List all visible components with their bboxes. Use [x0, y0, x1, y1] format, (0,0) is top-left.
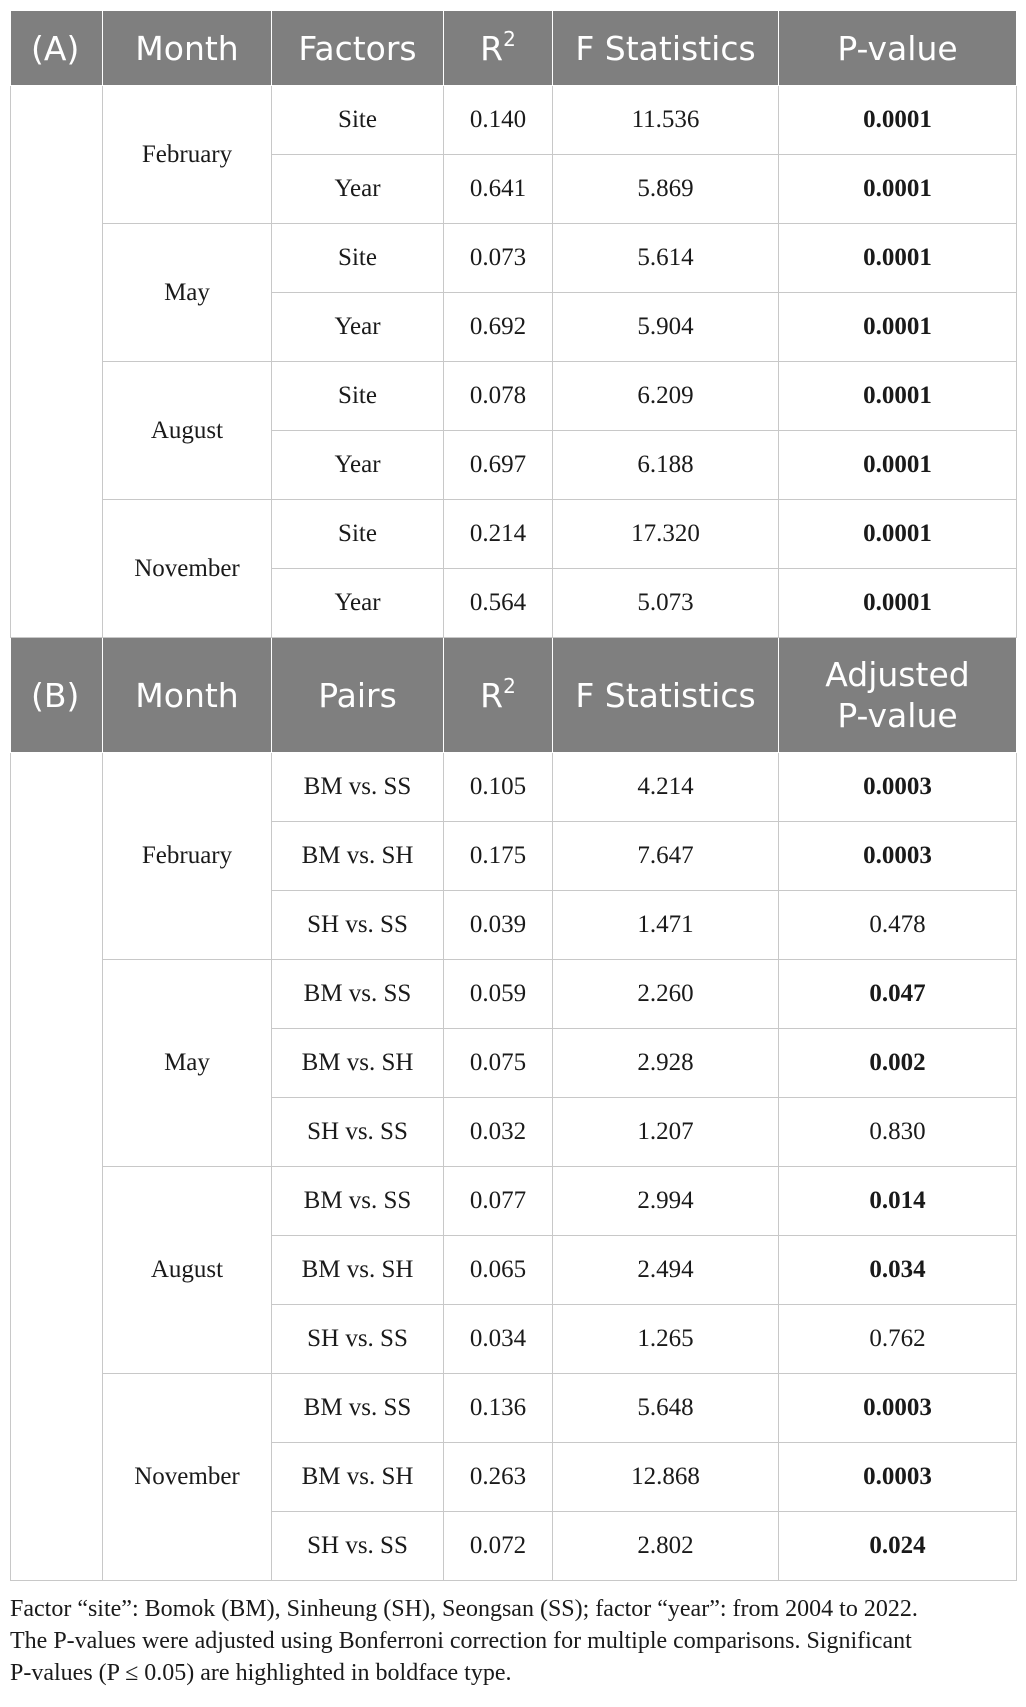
factor-cell: BM vs. SS: [272, 1167, 444, 1236]
f-statistic-cell: 12.868: [553, 1443, 779, 1512]
table-a-label: (A): [11, 11, 103, 86]
r2-cell: 0.105: [444, 753, 553, 822]
factor-cell: Site: [272, 86, 444, 155]
p-value-cell: 0.0001: [779, 293, 1017, 362]
results-table-container: [10, 10, 1016, 1689]
p-value-cell: 0.0003: [779, 822, 1017, 891]
f-statistic-cell: 1.207: [553, 1098, 779, 1167]
table-row: [11, 224, 1017, 293]
f-statistic-cell: 2.994: [553, 1167, 779, 1236]
f-statistic-cell: 1.471: [553, 891, 779, 960]
month-cell: May: [103, 960, 272, 1167]
table-row: [11, 960, 1017, 1029]
r2-cell: 0.140: [444, 86, 553, 155]
month-cell: August: [103, 362, 272, 500]
factor-cell: Year: [272, 155, 444, 224]
f-statistic-cell: 11.536: [553, 86, 779, 155]
col-p-value: P-value: [779, 11, 1017, 86]
factor-cell: BM vs. SH: [272, 1236, 444, 1305]
f-statistic-cell: 4.214: [553, 753, 779, 822]
empty-label-cell: [11, 86, 103, 638]
f-statistic-cell: 5.614: [553, 224, 779, 293]
p-value-cell: 0.047: [779, 960, 1017, 1029]
month-cell: May: [103, 224, 272, 362]
f-statistic-cell: 17.320: [553, 500, 779, 569]
factor-cell: SH vs. SS: [272, 891, 444, 960]
f-statistic-cell: 5.073: [553, 569, 779, 638]
col-month: Month: [103, 638, 272, 753]
footnote-line: P-values (P ≤ 0.05) are highlighted in boldface type.: [10, 1660, 512, 1686]
factor-cell: Site: [272, 362, 444, 431]
col-adjusted-p-value: Adjusted P-value: [779, 638, 1017, 753]
p-value-cell: 0.024: [779, 1512, 1017, 1581]
r2-cell: 0.214: [444, 500, 553, 569]
col-r2: $R^2$: [444, 638, 553, 753]
month-cell: November: [103, 500, 272, 638]
factor-cell: BM vs. SH: [272, 1443, 444, 1512]
f-statistic-cell: 6.209: [553, 362, 779, 431]
r2-cell: 0.697: [444, 431, 553, 500]
r2-cell: 0.072: [444, 1512, 553, 1581]
factor-cell: BM vs. SH: [272, 1029, 444, 1098]
p-value-cell: 0.0001: [779, 362, 1017, 431]
col-month: Month: [103, 11, 272, 86]
factor-cell: BM vs. SH: [272, 822, 444, 891]
table-row: [11, 1167, 1017, 1236]
r2-cell: 0.136: [444, 1374, 553, 1443]
f-statistic-cell: 2.260: [553, 960, 779, 1029]
r2-cell: 0.075: [444, 1029, 553, 1098]
table-footnote: [10, 1593, 1016, 1689]
factor-cell: Site: [272, 224, 444, 293]
col-r2: $R^2$: [444, 11, 553, 86]
r2-cell: 0.641: [444, 155, 553, 224]
r2-cell: 0.065: [444, 1236, 553, 1305]
factor-cell: BM vs. SS: [272, 1374, 444, 1443]
f-statistic-cell: 7.647: [553, 822, 779, 891]
table-row: [11, 1374, 1017, 1443]
table-b-body: [11, 753, 1017, 1581]
p-value-cell: 0.0001: [779, 500, 1017, 569]
f-statistic-cell: 2.802: [553, 1512, 779, 1581]
f-statistic-cell: 2.928: [553, 1029, 779, 1098]
factor-cell: Site: [272, 500, 444, 569]
table-row: [11, 362, 1017, 431]
col-f-statistics: F Statistics: [553, 638, 779, 753]
r2-cell: 0.175: [444, 822, 553, 891]
r2-cell: 0.059: [444, 960, 553, 1029]
table-row: [11, 86, 1017, 155]
month-cell: November: [103, 1374, 272, 1581]
p-value-cell: 0.830: [779, 1098, 1017, 1167]
p-value-cell: 0.0003: [779, 753, 1017, 822]
p-value-cell: 0.0003: [779, 1374, 1017, 1443]
month-cell: February: [103, 86, 272, 224]
footnote-line: The P-values were adjusted using Bonferroni correction for multiple comparisons. Significant: [10, 1628, 912, 1654]
factor-cell: SH vs. SS: [272, 1512, 444, 1581]
table-row: [11, 500, 1017, 569]
col-pairs: Pairs: [272, 638, 444, 753]
f-statistic-cell: 2.494: [553, 1236, 779, 1305]
r2-cell: 0.034: [444, 1305, 553, 1374]
r2-cell: 0.039: [444, 891, 553, 960]
p-value-cell: 0.0001: [779, 569, 1017, 638]
r2-cell: 0.263: [444, 1443, 553, 1512]
p-value-cell: 0.002: [779, 1029, 1017, 1098]
factor-cell: SH vs. SS: [272, 1098, 444, 1167]
factor-cell: SH vs. SS: [272, 1305, 444, 1374]
factor-cell: Year: [272, 293, 444, 362]
r2-cell: 0.077: [444, 1167, 553, 1236]
factor-cell: BM vs. SS: [272, 753, 444, 822]
f-statistic-cell: 1.265: [553, 1305, 779, 1374]
r2-cell: 0.073: [444, 224, 553, 293]
table-b-header: [11, 638, 1017, 753]
p-value-cell: 0.0001: [779, 224, 1017, 293]
p-value-cell: 0.0001: [779, 431, 1017, 500]
r2-cell: 0.692: [444, 293, 553, 362]
table-a-body: [11, 86, 1017, 638]
table-row: [11, 753, 1017, 822]
col-factors: Factors: [272, 11, 444, 86]
col-f-statistics: F Statistics: [553, 11, 779, 86]
f-statistic-cell: 6.188: [553, 431, 779, 500]
p-value-cell: 0.762: [779, 1305, 1017, 1374]
results-table: [10, 10, 1017, 1581]
r2-cell: 0.078: [444, 362, 553, 431]
p-value-cell: 0.0001: [779, 155, 1017, 224]
f-statistic-cell: 5.904: [553, 293, 779, 362]
factor-cell: Year: [272, 431, 444, 500]
p-value-cell: 0.478: [779, 891, 1017, 960]
p-value-cell: 0.014: [779, 1167, 1017, 1236]
p-value-cell: 0.0003: [779, 1443, 1017, 1512]
factor-cell: Year: [272, 569, 444, 638]
empty-label-cell: [11, 753, 103, 1581]
table-b-label: (B): [11, 638, 103, 753]
footnote-line: Factor “site”: Bomok (BM), Sinheung (SH), Seongsan (SS); factor “year”: from 2004 to 2022.: [10, 1596, 918, 1622]
p-value-cell: 0.034: [779, 1236, 1017, 1305]
r2-cell: 0.032: [444, 1098, 553, 1167]
f-statistic-cell: 5.648: [553, 1374, 779, 1443]
r2-cell: 0.564: [444, 569, 553, 638]
p-value-cell: 0.0001: [779, 86, 1017, 155]
month-cell: August: [103, 1167, 272, 1374]
table-a-header: [11, 11, 1017, 86]
month-cell: February: [103, 753, 272, 960]
factor-cell: BM vs. SS: [272, 960, 444, 1029]
f-statistic-cell: 5.869: [553, 155, 779, 224]
